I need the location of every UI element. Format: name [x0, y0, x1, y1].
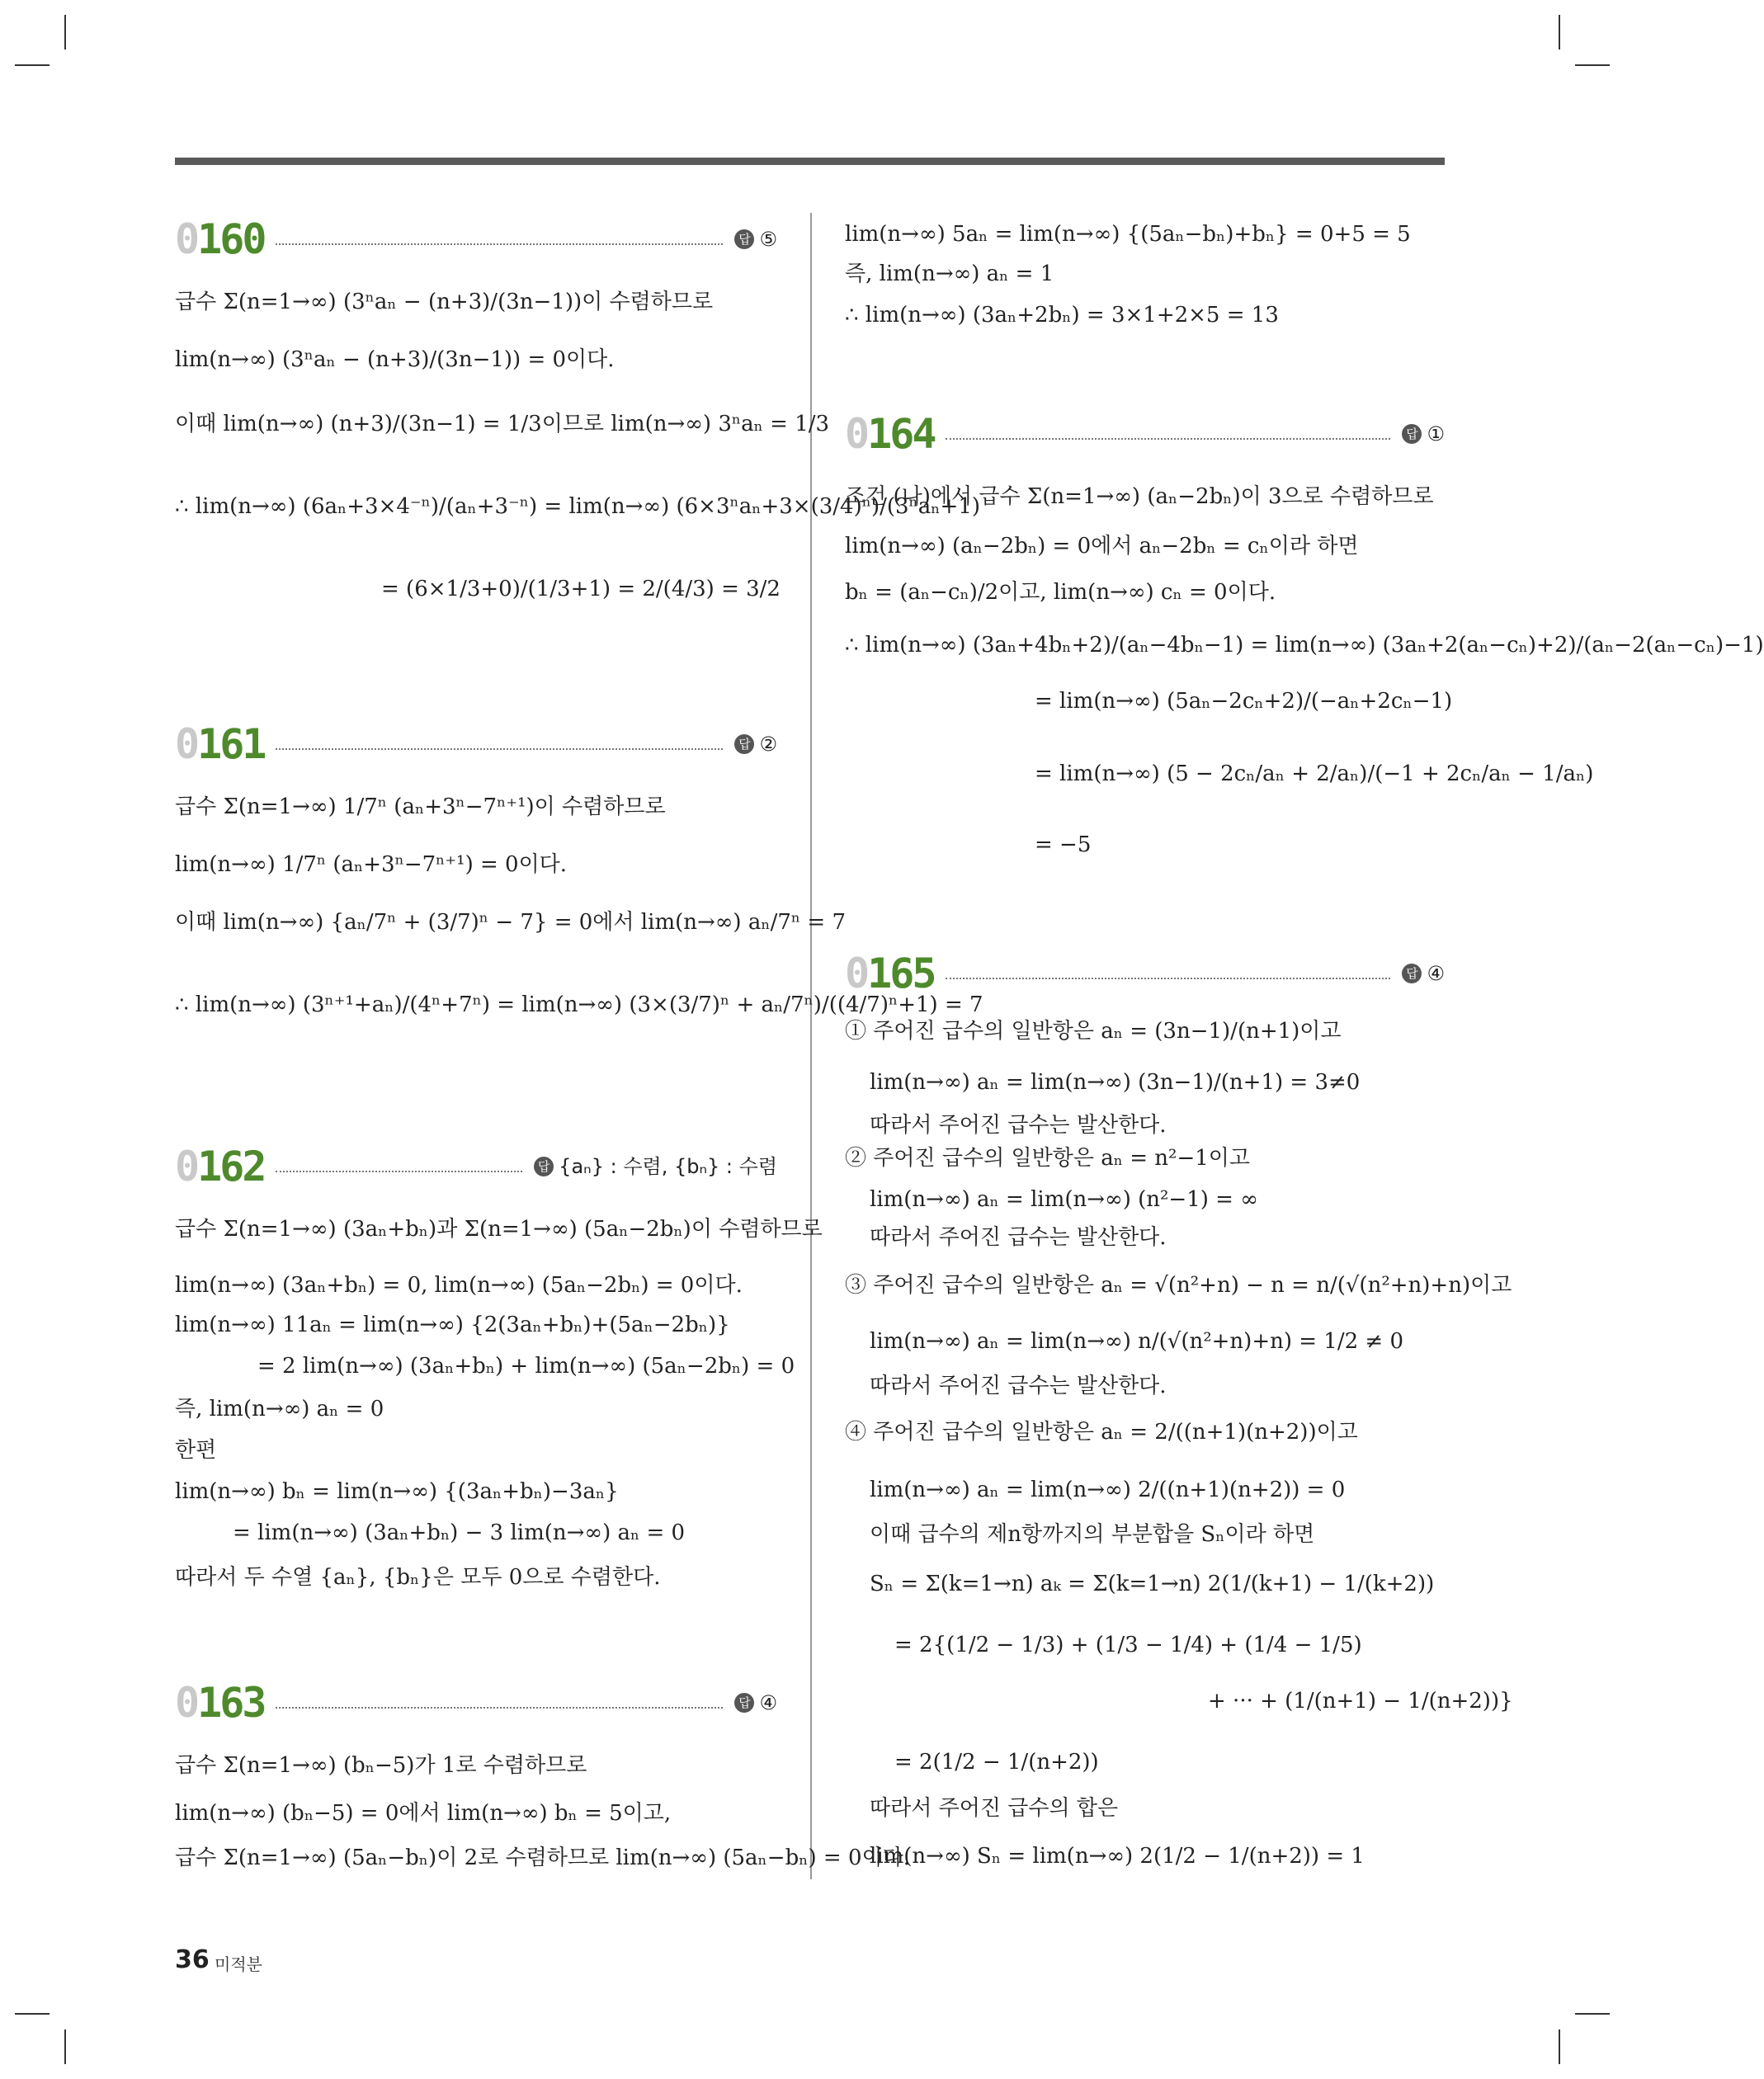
solution-line: 급수 Σ(n=1→∞) (3aₙ+bₙ)과 Σ(n=1→∞) (5aₙ−2bₙ)이 수렴하므로 [175, 1217, 823, 1242]
solution-line: lim(n→∞) aₙ = lim(n→∞) (3n−1)/(n+1) = 3≠0 [870, 1070, 1361, 1095]
solution-line: 따라서 주어진 급수는 발산한다. [870, 1113, 1167, 1138]
answer-value: ④ [1427, 962, 1445, 985]
solution-line: lim(n→∞) 5aₙ = lim(n→∞) {(5aₙ−bₙ)+bₙ} = 0+5 = 5 [845, 222, 1411, 247]
solution-line: 따라서 주어진 급수는 발산한다. [870, 1374, 1167, 1398]
answer [734, 1690, 777, 1715]
leader-dots [276, 243, 723, 245]
solution-line: lim(n→∞) (bₙ−5) = 0에서 lim(n→∞) bₙ = 5이고, [175, 1801, 672, 1826]
answer [734, 732, 777, 757]
solution-line: 이때 급수의 제n항까지의 부분합을 Sₙ이라 하면 [870, 1522, 1315, 1547]
crop-mark-tr-v [1559, 15, 1560, 50]
crop-mark-tl-v [64, 15, 66, 50]
solution-line: 따라서 두 수열 {aₙ}, {bₙ}은 모두 0으로 수렴한다. [175, 1565, 661, 1590]
solution-line: 이때 lim(n→∞) {aₙ/7ⁿ + (3/7)ⁿ − 7} = 0에서 lim(n→∞) aₙ/7ⁿ = 7 [175, 910, 846, 935]
solution-line: ∴ lim(n→∞) (3ⁿ⁺¹+aₙ)/(4ⁿ+7ⁿ) = lim(n→∞) (3×(3/7)ⁿ + aₙ/7ⁿ)/((4/7)ⁿ+1) = 7 [175, 992, 983, 1017]
solution-line: lim(n→∞) (3aₙ+bₙ) = 0, lim(n→∞) (5aₙ−2bₙ) = 0이다. [175, 1273, 743, 1298]
solution-line: ③ 주어진 급수의 일반항은 aₙ = √(n²+n) − n = n/(√(n²+n)+n)이고 [845, 1273, 1512, 1298]
solution-line: = −5 [1035, 832, 1092, 857]
solution-line: 급수 Σ(n=1→∞) (5aₙ−bₙ)이 2로 수렴하므로 lim(n→∞) (5aₙ−bₙ) = 0이다. [175, 1846, 910, 1870]
solution-line: lim(n→∞) aₙ = lim(n→∞) 2/((n+1)(n+2)) = 0 [870, 1478, 1346, 1502]
crop-mark-br-h [1575, 2013, 1610, 2015]
problem-0165 [845, 947, 1513, 1869]
solution-line: ④ 주어진 급수의 일반항은 aₙ = 2/((n+1)(n+2))이고 [845, 1420, 1358, 1445]
problem-header [175, 1676, 777, 1729]
solution-line: ∴ lim(n→∞) (3aₙ+2bₙ) = 3×1+2×5 = 13 [845, 303, 1279, 328]
problem-number: 0163 [175, 1679, 265, 1727]
solution-line: bₙ = (aₙ−cₙ)/2이고, lim(n→∞) cₙ = 0이다. [845, 580, 1276, 605]
leader-dots [276, 1707, 723, 1709]
problem-header [175, 718, 777, 771]
crop-mark-bl-v [64, 2030, 66, 2064]
answer-icon: 답 [1402, 424, 1422, 444]
answer [734, 227, 777, 252]
answer-icon: 답 [534, 1157, 554, 1176]
page-number: 36 [175, 1945, 210, 1974]
problem-header [845, 408, 1445, 460]
answer [1402, 422, 1445, 446]
crop-mark-tr-h [1575, 64, 1610, 66]
answer [1402, 961, 1445, 986]
solution-line: lim(n→∞) (aₙ−2bₙ) = 0에서 aₙ−2bₙ = cₙ이라 하면 [845, 534, 1359, 559]
answer-icon: 답 [734, 1693, 754, 1713]
subject-label: 미적분 [215, 1954, 262, 1974]
answer-icon: 답 [1402, 964, 1422, 983]
solution-line: lim(n→∞) aₙ = lim(n→∞) n/(√(n²+n)+n) = 1/2 ≠ 0 [870, 1329, 1404, 1354]
answer-value: {aₙ} : 수렴, {bₙ} : 수렴 [559, 1155, 777, 1178]
solution-line: ② 주어진 급수의 일반항은 aₙ = n²−1이고 [845, 1146, 1251, 1171]
solution-line: 급수 Σ(n=1→∞) (3ⁿaₙ − (n+3)/(3n−1))이 수렴하므로 [175, 290, 714, 314]
crop-mark-br-v [1559, 2030, 1560, 2064]
solution-line: ∴ lim(n→∞) (3aₙ+4bₙ+2)/(aₙ−4bₙ−1) = lim(n→∞) (3aₙ+2(aₙ−cₙ)+2)/(aₙ−2(aₙ−cₙ)−1) [845, 633, 1764, 658]
solution-line: = lim(n→∞) (3aₙ+bₙ) − 3 lim(n→∞) aₙ = 0 [233, 1520, 686, 1545]
answer-value: ② [759, 733, 777, 756]
solution-line: 즉, lim(n→∞) aₙ = 1 [845, 262, 1054, 286]
solution-line: lim(n→∞) bₙ = lim(n→∞) {(3aₙ+bₙ)−3aₙ} [175, 1479, 619, 1504]
solution-line: 조건 (나)에서 급수 Σ(n=1→∞) (aₙ−2bₙ)이 3으로 수렴하므로 [845, 484, 1434, 509]
solution-line: lim(n→∞) 11aₙ = lim(n→∞) {2(3aₙ+bₙ)+(5aₙ−2bₙ)} [175, 1313, 730, 1337]
solution-line: lim(n→∞) 1/7ⁿ (aₙ+3ⁿ−7ⁿ⁺¹) = 0이다. [175, 852, 568, 877]
column-divider [810, 213, 812, 1879]
answer-value: ① [1427, 422, 1445, 446]
problem-0162 [175, 1140, 823, 1590]
problem-number: 0160 [175, 215, 265, 263]
answer [534, 1154, 777, 1179]
solution-line: 이때 lim(n→∞) (n+3)/(3n−1) = 1/3이므로 lim(n→∞) 3ⁿaₙ = 1/3 [175, 412, 830, 436]
solution-line: = lim(n→∞) (5 − 2cₙ/aₙ + 2/aₙ)/(−1 + 2cₙ/aₙ − 1/aₙ) [1035, 761, 1594, 786]
solution-line: 따라서 주어진 급수의 합은 [870, 1796, 1119, 1821]
answer-icon: 답 [734, 734, 754, 754]
problem-number: 0165 [845, 950, 935, 997]
solution-line: lim(n→∞) (3ⁿaₙ − (n+3)/(3n−1)) = 0이다. [175, 347, 615, 372]
crop-mark-tl-h [15, 64, 50, 66]
solution-line: = (6×1/3+0)/(1/3+1) = 2/(4/3) = 3/2 [381, 577, 781, 601]
leader-dots [276, 748, 723, 750]
solution-line: ① 주어진 급수의 일반항은 aₙ = (3n−1)/(n+1)이고 [845, 1019, 1342, 1044]
solution-line: = lim(n→∞) (5aₙ−2cₙ+2)/(−aₙ+2cₙ−1) [1035, 689, 1453, 714]
solution-line: 급수 Σ(n=1→∞) 1/7ⁿ (aₙ+3ⁿ−7ⁿ⁺¹)이 수렴하므로 [175, 794, 666, 819]
solution-line: = 2 lim(n→∞) (3aₙ+bₙ) + lim(n→∞) (5aₙ−2bₙ) = 0 [257, 1354, 795, 1379]
solution-line: + ··· + (1/(n+1) − 1/(n+2))} [1208, 1689, 1513, 1714]
solution-line: 따라서 주어진 급수는 발산한다. [870, 1225, 1167, 1250]
answer-icon: 답 [734, 229, 754, 249]
answer-value: ⑤ [759, 228, 777, 251]
header-rule [175, 158, 1445, 165]
solution-line: lim(n→∞) aₙ = lim(n→∞) (n²−1) = ∞ [870, 1187, 1258, 1212]
problem-header [175, 1140, 777, 1193]
leader-dots [946, 438, 1390, 440]
problem-header [175, 213, 777, 266]
solution-line: 한편 [175, 1438, 217, 1463]
solution-line: 즉, lim(n→∞) aₙ = 0 [175, 1397, 384, 1421]
problem-number: 0161 [175, 720, 265, 768]
problem-0163 [175, 1676, 910, 1870]
problem-number: 0162 [175, 1143, 265, 1190]
answer-value: ④ [759, 1691, 777, 1714]
problem-0164 [845, 408, 1764, 857]
leader-dots [946, 978, 1390, 979]
problem-header [845, 947, 1445, 1000]
solution-line: ∴ lim(n→∞) (6aₙ+3×4⁻ⁿ)/(aₙ+3⁻ⁿ) = lim(n→∞) (6×3ⁿaₙ+3×(3/4)ⁿ)/(3ⁿaₙ+1) [175, 494, 981, 519]
solution-line: = 2{(1/2 − 1/3) + (1/3 − 1/4) + (1/4 − 1/5) [894, 1633, 1362, 1657]
leader-dots [276, 1171, 522, 1172]
solution-line: 급수 Σ(n=1→∞) (bₙ−5)가 1로 수렴하므로 [175, 1753, 587, 1778]
solution-line: Sₙ = Σ(k=1→n) aₖ = Σ(k=1→n) 2(1/(k+1) − 1/(k+2)) [870, 1572, 1435, 1596]
problem-number: 0164 [845, 410, 935, 458]
solution-line: = 2(1/2 − 1/(n+2)) [894, 1750, 1099, 1775]
solution-line: lim(n→∞) Sₙ = lim(n→∞) 2(1/2 − 1/(n+2)) = 1 [870, 1844, 1365, 1869]
crop-mark-bl-h [15, 2013, 50, 2015]
